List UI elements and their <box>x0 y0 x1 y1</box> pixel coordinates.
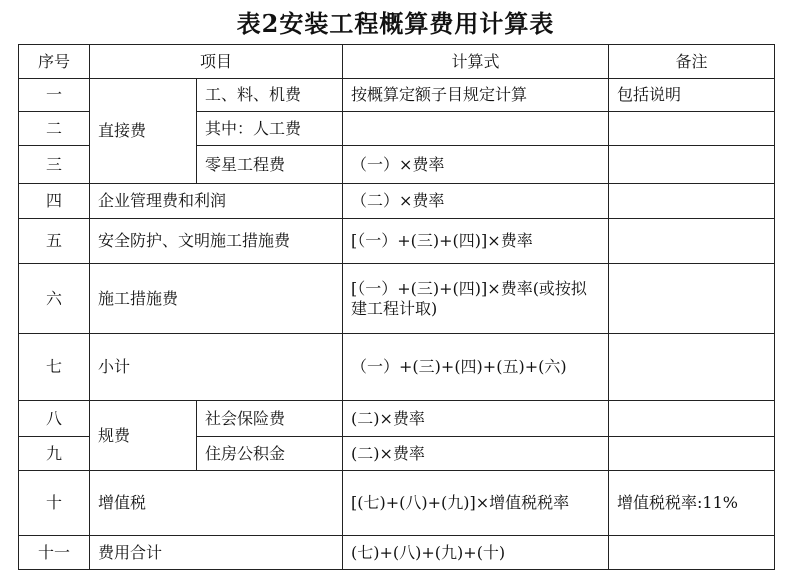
table-row <box>19 219 775 264</box>
row-item: 零星工程费 <box>197 146 343 184</box>
header-remark: 备注 <box>609 45 775 79</box>
row-formula: (七)+(八)+(九)+(十) <box>343 536 609 570</box>
row-remark <box>609 112 775 146</box>
row-seq: 四 <box>19 184 90 219</box>
row-formula <box>343 112 609 146</box>
header-row <box>19 45 775 79</box>
row-remark <box>609 536 775 570</box>
table-title: 表2安装工程概算费用计算表 <box>236 9 555 38</box>
row-item: 施工措施费 <box>90 264 343 334</box>
row-remark <box>609 184 775 219</box>
row-seq: 一 <box>19 79 90 112</box>
table-row <box>19 536 775 570</box>
row-seq: 三 <box>19 146 90 184</box>
row-remark <box>609 437 775 471</box>
row-remark <box>609 146 775 184</box>
group-regulatory-fees: 规费 <box>90 401 197 471</box>
row-formula: （一）+(三)+(四)+(五)+(六) <box>343 334 609 401</box>
table-row <box>19 471 775 536</box>
row-item: 其中：人工费 <box>197 112 343 146</box>
table-row <box>19 401 775 437</box>
table-row <box>19 79 775 112</box>
row-seq: 二 <box>19 112 90 146</box>
row-seq: 十一 <box>19 536 90 570</box>
table-row <box>19 184 775 219</box>
row-formula: [(七)+(八)+(九)]×增值税税率 <box>343 471 609 536</box>
row-item: 安全防护、文明施工措施费 <box>90 219 343 264</box>
row-seq: 五 <box>19 219 90 264</box>
row-formula: 按概算定额子目规定计算 <box>343 79 609 112</box>
row-item: 住房公积金 <box>197 437 343 471</box>
header-seq: 序号 <box>19 45 90 79</box>
header-formula: 计算式 <box>343 45 609 79</box>
row-formula: [（一）+(三)+(四)]×费率 <box>343 219 609 264</box>
row-seq: 九 <box>19 437 90 471</box>
row-remark <box>609 219 775 264</box>
table-row <box>19 334 775 401</box>
row-item: 小计 <box>90 334 343 401</box>
row-item: 费用合计 <box>90 536 343 570</box>
row-seq: 七 <box>19 334 90 401</box>
cost-table <box>18 44 775 570</box>
row-formula: （二）×费率 <box>343 184 609 219</box>
row-item: 增值税 <box>90 471 343 536</box>
row-remark <box>609 401 775 437</box>
row-item: 企业管理费和利润 <box>90 184 343 219</box>
row-formula: (二)×费率 <box>343 437 609 471</box>
row-remark: 包括说明 <box>609 79 775 112</box>
row-formula: [（一）+(三)+(四)]×费率(或按拟建工程计取) <box>343 264 609 334</box>
row-formula: （一）×费率 <box>343 146 609 184</box>
header-item: 项目 <box>90 45 343 79</box>
row-remark <box>609 264 775 334</box>
row-item: 工、料、机费 <box>197 79 343 112</box>
row-item: 社会保险费 <box>197 401 343 437</box>
row-seq: 八 <box>19 401 90 437</box>
row-formula: (二)×费率 <box>343 401 609 437</box>
row-remark: 增值税税率:11% <box>609 471 775 536</box>
row-seq: 六 <box>19 264 90 334</box>
row-seq: 十 <box>19 471 90 536</box>
row-remark <box>609 334 775 401</box>
table-row <box>19 264 775 334</box>
group-direct-cost: 直接费 <box>90 79 197 184</box>
